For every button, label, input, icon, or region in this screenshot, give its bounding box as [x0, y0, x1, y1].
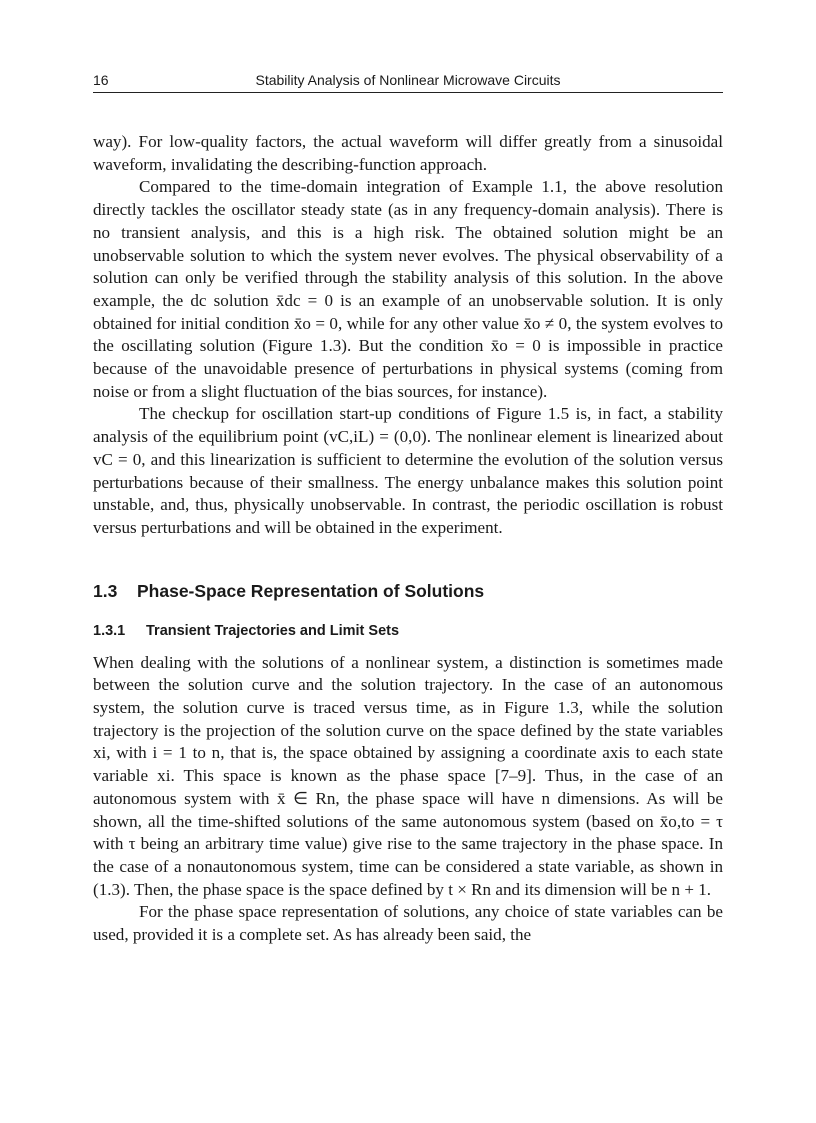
section-number: 1.3 [93, 580, 118, 601]
page-number: 16 [93, 72, 109, 88]
section-title: Phase-Space Representation of Solutions [137, 580, 485, 601]
subsection-number: 1.3.1 [93, 622, 126, 639]
running-title: Stability Analysis of Nonlinear Microwave Circuits [255, 72, 561, 88]
subsection-title: Transient Trajectories and Limit Sets [146, 622, 400, 639]
paragraph-5: For the phase space representation of solutions, any choice of state variables can be used, provided it is a complete set. As has already been said, the [93, 902, 723, 945]
section-heading [93, 580, 723, 602]
paragraph-2: Compared to the time-domain integration of Example 1.1, the above resolution directly tackles the oscillator steady state (as in any frequency-domain analysis). There is no transient analysis, and this is a high risk. The obtained solution might be an unobservable solution to which the system never evolves. The physical observability of a solution can only be verified through the stability analysis of this solution. In the above example, the dc solution x̄dc = 0 is an example of an unobservable solution. It is only obtained for initial condition x̄o = 0, while for any other value x̄o ≠ 0, the system evolves to the oscillating solution (Figure 1.3). But the condition x̄o = 0 is impossible in practice because of the unavoidable presence of perturbations in physical systems (coming from noise or from a slight fluctuation of the bias sources, for instance). [93, 177, 723, 401]
paragraph-1: way). For low-quality factors, the actual waveform will differ greatly from a sinusoidal waveform, invalidating the describing-function approach. [93, 132, 723, 174]
running-header [93, 70, 723, 93]
subsection-heading [93, 622, 723, 640]
paragraph-3: The checkup for oscillation start-up conditions of Figure 1.5 is, in fact, a stability analysis of the equilibrium point (vC,iL) = (0,0). The nonlinear element is linearized about vC = 0, and this linearization is sufficient to determine the evolution of the solution versus perturbations because of their smallness. The energy unbalance makes this solution point unstable, and, thus, physically unobservable. In contrast, the periodic oscillation is robust versus perturbations and will be obtained in the experiment. [93, 404, 723, 537]
page-body [93, 131, 723, 947]
paragraph-4: When dealing with the solutions of a nonlinear system, a distinction is sometimes made between the solution curve and the solution trajectory. In the case of an autonomous system, the solution curve is traced versus time, as in Figure 1.3, while the solution trajectory is the projection of the solution curve on the space defined by the state variables xi, with i = 1 to n, that is, the space obtained by assigning a coordinate axis to each state variable xi. This space is known as the phase space [7–9]. Thus, in the case of an autonomous system with x̄ ∈ Rn, the phase space will have n dimensions. As will be shown, all the time-shifted solutions of the same autonomous system (based on x̄o,to = τ with τ being an arbitrary time value) give rise to the same trajectory in the phase space. In the case of a nonautonomous system, time can be considered a state variable, as shown in (1.3). Then, the phase space is the space defined by t × Rn and its dimension will be n + 1. [93, 652, 723, 899]
